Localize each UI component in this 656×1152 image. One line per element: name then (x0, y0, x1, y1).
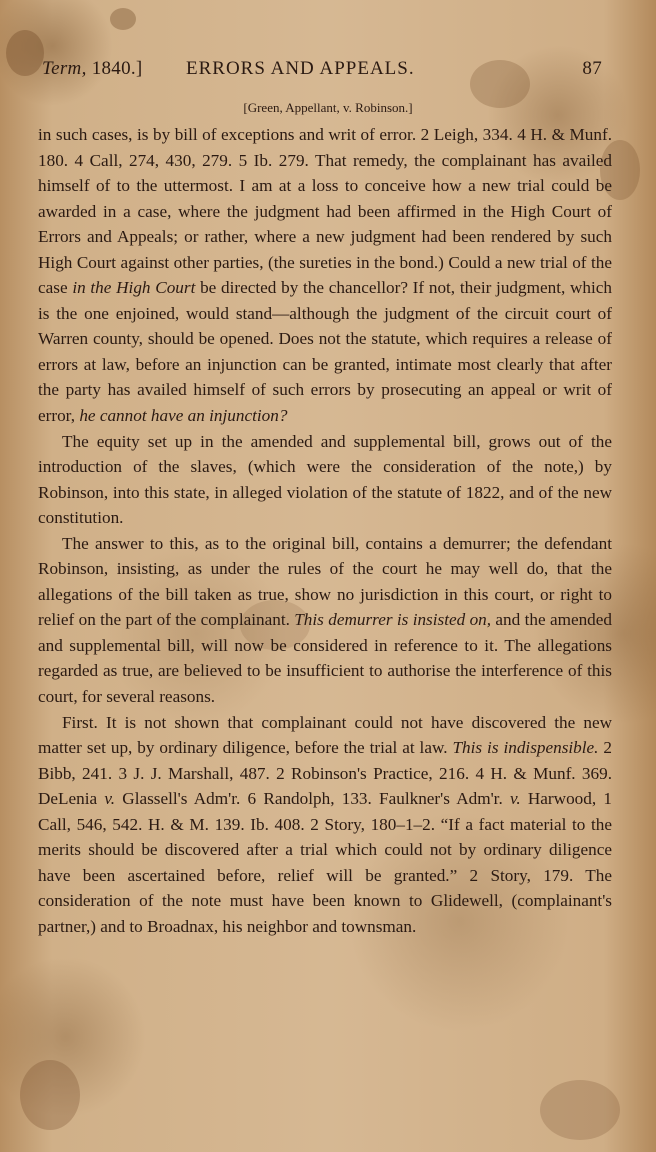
running-header (42, 58, 602, 86)
stain (20, 1060, 80, 1130)
body-text (38, 122, 612, 940)
stain (110, 8, 136, 30)
paragraph-1: in such cases, is by bill of exceptions and writ of error. 2 Leigh, 334. 4 H. & Munf. 180. 4 Call, 274, 430, 279. 5 Ib. 279. That remedy, the complainant has availed himself of to the uttermost. I am at a loss to conceive how a new trial could be awarded in a case, where the judgment had been affirmed in the High Court of Errors and Appeals; or rather, where a new judgment had been rendered by such High Court against other parties, (the sureties in the bond.) Could a new trial of the case in the High Court be directed by the chancellor? If not, their judgment, which is the one enjoined, would stand—although the judgment of the circuit court of Warren county, should be opened. Does not the statute, which requires a release of errors at law, before an injunction can be granted, intimate most clearly that after the party has availed himself of such errors by prosecuting an appeal or writ of error, he cannot have an injunction? (38, 125, 613, 426)
paragraph-3: The answer to this, as to the original bill, contains a demurrer; the defendant Robinson, insisting, as under the rules of the court he may well do, that the allegations of the bill taken as true, show no jurisdiction in this court, or right to relief on the part of the complainant. This demurrer is insisted on, and the amended and supplemental bill, will now be considered in reference to it. The allegations regarded as true, are believed to be insufficient to authorise the interference of this court, for several reasons. (38, 533, 612, 707)
header-title: ERRORS AND APPEALS. (186, 58, 415, 79)
paragraph-4: First. It is not shown that complainant could not have discovered the new matter set up, by ordinary diligence, before the trial at law. This is indispensible. 2 Bibb, 241. 3 J. J. Marshall, 487. 2 Robinson's Practice, 216. 4 H. & Munf. 369. DeLenia v. Glassell's Adm'r. 6 Randolph, 133. Faulkner's Adm'r. v. Harwood, 1 Call, 546, 542. H. & M. 139. Ib. 408. 2 Story, 180–1–2. “If a fact material to the merits should be discovered after a trial which could not by ordinary diligence have been ascertained before, relief will be granted.” 2 Story, 179. The consideration of the note must have been known to Glidewell, (complainant's partner,) and to Broadnax, his neighbor and townsman. (38, 712, 613, 936)
page-number: 87 (582, 58, 602, 79)
header-term: Term, 1840.] (42, 58, 143, 79)
case-subheading: [Green, Appellant, v. Robinson.] (243, 100, 413, 115)
stain (6, 30, 44, 76)
paragraph-2: The equity set up in the amended and supplemental bill, grows out of the introduction of the slaves, (which were the consideration of the note,) by Robinson, into this state, in alleged violation of the statute of 1822, and of the new constitution. (38, 431, 612, 528)
stain (540, 1080, 620, 1140)
